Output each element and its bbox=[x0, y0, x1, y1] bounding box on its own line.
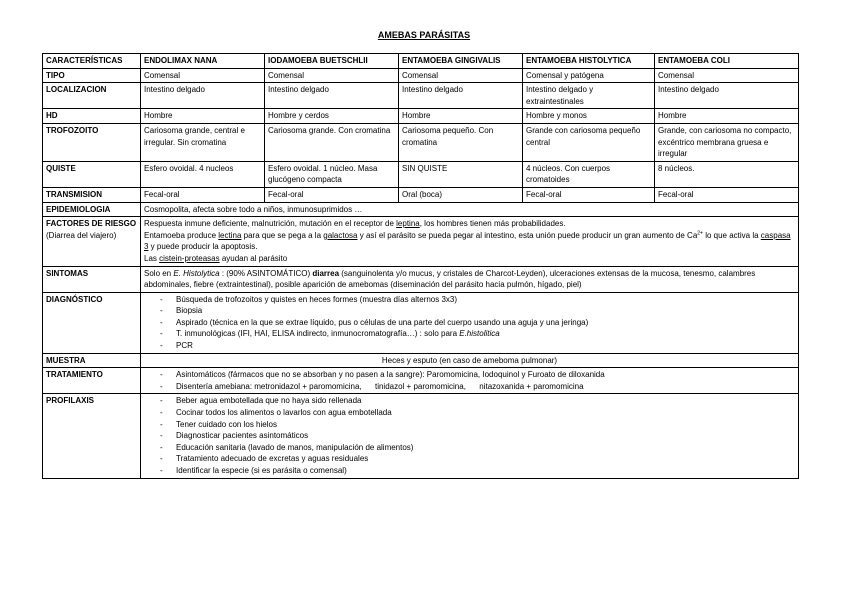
header-cell: ENDOLIMAX NANA bbox=[141, 54, 265, 69]
row-label: FACTORES DE RIESGO (Diarrea del viajero) bbox=[43, 217, 141, 266]
header-cell: CARACTERÍSTICAS bbox=[43, 54, 141, 69]
table-row-trofozoito bbox=[43, 123, 799, 161]
list-item: - Asintomáticos (fármacos que no se absorban y no pasen a la sangre): Paromomicina, Iodoquinol y Furoato de diloxanida bbox=[160, 369, 795, 381]
epidemiologia-text: Cosmopolita, afecta sobre todo a niños, inmunosuprimidos … bbox=[141, 202, 799, 217]
diagnostico-list bbox=[141, 292, 799, 353]
list-item: - Diagnosticar pacientes asintomáticos bbox=[160, 430, 795, 442]
table-cell: Esfero ovoidal. 1 núcleo. Masa glucógeno compacta bbox=[265, 161, 399, 187]
table-cell: Grande, con cariosoma no compacto, excéntrico membrana gruesa e irregular bbox=[655, 123, 799, 161]
list-item: - T. inmunológicas (IFI, HAI, ELISA indirecto, inmunocromatografía…) : solo para E.histolitica bbox=[160, 328, 795, 340]
list-item: - Biopsia bbox=[160, 305, 795, 317]
list-item: - Tener cuidado con los hielos bbox=[160, 419, 795, 431]
table-row-hd bbox=[43, 109, 799, 124]
sintomas-text: Solo en E. Histolytica : (90% ASINTOMÁTICO) diarrea (sanguinolenta y/o mucus, y cristales de Charcot-Leyden), ulceraciones extensas de la mucosa, tenesmo, calambres abdominales, fiebre (extraintestinal), posible aparición de amebomas (diseminación del parásito hacia pulmón, hígado, piel) bbox=[141, 266, 799, 292]
table-cell: Hombre y cerdos bbox=[265, 109, 399, 124]
row-label: SINTOMAS bbox=[43, 266, 141, 292]
table-cell: Hombre bbox=[141, 109, 265, 124]
table-row-localizacion bbox=[43, 83, 799, 109]
profilaxis-list bbox=[141, 394, 799, 478]
table-cell: Hombre y monos bbox=[523, 109, 655, 124]
row-label: HD bbox=[43, 109, 141, 124]
table-cell: Cariosoma grande, central e irregular. Sin cromatina bbox=[141, 123, 265, 161]
list-item: - Tratamiento adecuado de excretas y aguas residuales bbox=[160, 453, 795, 465]
table-cell: Fecal-oral bbox=[523, 187, 655, 202]
table-row-factores-riesgo bbox=[43, 217, 799, 266]
factores-text: Respuesta inmune deficiente, malnutrición, mutación en el receptor de leptina, los hombres tienen más probabilidades. Entamoeba produce lectina para que se pega a la galactosa y así el parásito se pueda pegar al intestino, esta unión puede producir un gran aumento de $Ca^{2+}$ lo que activa la caspasa 3 y puede producir la apoptosis. Las cistein-proteasas ayudan al parásito bbox=[141, 217, 799, 266]
table-cell: Intestino delgado bbox=[141, 83, 265, 109]
row-label: TRANSMISION bbox=[43, 187, 141, 202]
table-row-diagnostico bbox=[43, 292, 799, 353]
muestra-text: Heces y esputo (en caso de ameboma pulmonar) bbox=[141, 353, 799, 368]
row-label: DIAGNÓSTICO bbox=[43, 292, 141, 353]
row-label: TROFOZOITO bbox=[43, 123, 141, 161]
header-cell: IODAMOEBA BUETSCHLII bbox=[265, 54, 399, 69]
list-item: - Disentería amebiana: metronidazol + paromomicina, tinidazol + paromomicina, nitazoxanida + paromomicina bbox=[160, 381, 795, 393]
table-cell: Comensal bbox=[399, 68, 523, 83]
table-cell: Fecal-oral bbox=[265, 187, 399, 202]
amebas-table bbox=[42, 53, 799, 479]
tratamiento-list bbox=[141, 368, 799, 394]
list-item: - Educación sanitaria (lavado de manos, manipulación de alimentos) bbox=[160, 442, 795, 454]
table-cell: Comensal y patógena bbox=[523, 68, 655, 83]
row-label: TRATAMIENTO bbox=[43, 368, 141, 394]
table-cell: Intestino delgado y extraintestinales bbox=[523, 83, 655, 109]
row-label: MUESTRA bbox=[43, 353, 141, 368]
row-label: EPIDEMIOLOGIA bbox=[43, 202, 141, 217]
list-item: - PCR bbox=[160, 340, 795, 352]
header-cell: ENTAMOEBA COLI bbox=[655, 54, 799, 69]
list-item: - Cocinar todos los alimentos o lavarlos con agua embotellada bbox=[160, 407, 795, 419]
table-cell: Cariosoma pequeño. Con cromatina bbox=[399, 123, 523, 161]
table-cell: Grande con cariosoma pequeño central bbox=[523, 123, 655, 161]
table-cell: Intestino delgado bbox=[399, 83, 523, 109]
document-title: AMEBAS PARÁSITAS bbox=[377, 30, 471, 40]
table-cell: Intestino delgado bbox=[655, 83, 799, 109]
header-cell: ENTAMOEBA GINGIVALIS bbox=[399, 54, 523, 69]
table-row-muestra bbox=[43, 353, 799, 368]
table-cell: Comensal bbox=[265, 68, 399, 83]
table-cell: 4 núcleos. Con cuerpos cromatoides bbox=[523, 161, 655, 187]
table-cell: Fecal-oral bbox=[141, 187, 265, 202]
table-row-quiste bbox=[43, 161, 799, 187]
header-cell: ENTAMOEBA HISTOLYTICA bbox=[523, 54, 655, 69]
header-row bbox=[43, 54, 799, 69]
table-cell: Hombre bbox=[655, 109, 799, 124]
table-cell: Hombre bbox=[399, 109, 523, 124]
table-row-profilaxis bbox=[43, 394, 799, 478]
list-item: - Beber agua embotellada que no haya sido rellenada bbox=[160, 395, 795, 407]
row-label: LOCALIZACION bbox=[43, 83, 141, 109]
row-label: TIPO bbox=[43, 68, 141, 83]
table-cell: Fecal-oral bbox=[655, 187, 799, 202]
table-row-epidemiologia bbox=[43, 202, 799, 217]
table-row-tratamiento bbox=[43, 368, 799, 394]
table-cell: SIN QUISTE bbox=[399, 161, 523, 187]
table-row-sintomas bbox=[43, 266, 799, 292]
table-cell: Esfero ovoidal. 4 nucleos bbox=[141, 161, 265, 187]
table-row-transmision bbox=[43, 187, 799, 202]
list-item: - Aspirado (técnica en la que se extrae líquido, pus o células de una parte del cuerpo usando una aguja y una jeringa) bbox=[160, 317, 795, 329]
row-label: QUISTE bbox=[43, 161, 141, 187]
table-cell: Oral (boca) bbox=[399, 187, 523, 202]
table-cell: Cariosoma grande. Con cromatina bbox=[265, 123, 399, 161]
list-item: - Búsqueda de trofozoitos y quistes en heces formes (muestra días alternos 3x3) bbox=[160, 294, 795, 306]
row-label: PROFILAXIS bbox=[43, 394, 141, 478]
table-cell: Comensal bbox=[141, 68, 265, 83]
table-cell: Comensal bbox=[655, 68, 799, 83]
table-cell: Intestino delgado bbox=[265, 83, 399, 109]
list-item: - Identificar la especie (si es parásita o comensal) bbox=[160, 465, 795, 477]
table-row-tipo bbox=[43, 68, 799, 83]
table-cell: 8 núcleos. bbox=[655, 161, 799, 187]
